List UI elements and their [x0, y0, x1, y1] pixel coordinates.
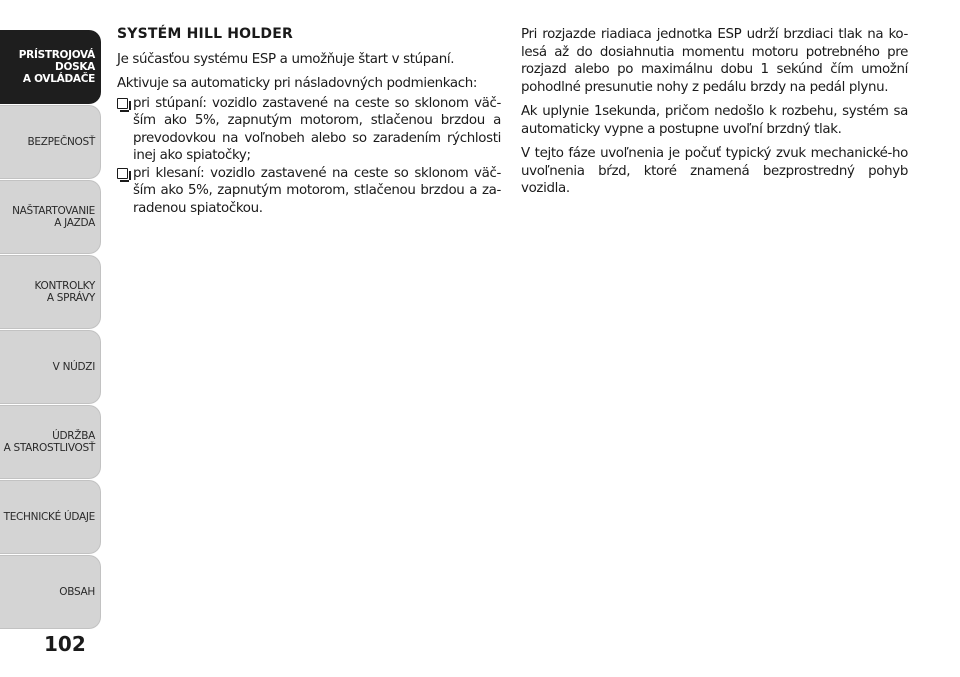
checkbox-bullet-icon [117, 168, 128, 179]
paragraph: Pri rozjazde riadiaca jednotka ESP udrží brzdiaci tlak na ko-lesá až do dosiahnutia momentu motoru potrebného pre rozjazd alebo po maximálnu dobu 1 sekúnd čím umožní pohodlné presunutie nohy z pedálu brzdy na pedál plynu. [521, 27, 908, 95]
list-item [117, 165, 501, 218]
conditions-list [117, 95, 501, 218]
paragraph: V tejto fáze uvoľnenia je počuť typický zvuk mechanické-ho uvoľnenia bŕzd, ktoré znamená bezprostredný pohyb vozidla. [521, 146, 908, 196]
tab-pristrojova-doska[interactable]: PRÍSTROJOVÁ DOSKA A OVLÁDAČE [0, 30, 101, 104]
intro-paragraph: Je súčasťou systému ESP a umožňuje štart v stúpaní. [117, 51, 455, 67]
list-item-text: pri stúpaní: vozidlo zastavené na ceste so sklonom väč-ším ako 5%, zapnutým motorom, stlačenou brzdou a prevodovkou na voľnobeh alebo so zaradením rýchlosti inej ako spiatočky; [133, 95, 501, 163]
right-column [521, 26, 908, 205]
tab-v-nudzi[interactable]: V NÚDZI [0, 330, 101, 404]
list-item [117, 95, 501, 165]
tab-bezpecnost[interactable]: BEZPEČNOSŤ [0, 105, 101, 179]
page-number: 102 [44, 632, 86, 656]
checkbox-bullet-icon [117, 98, 128, 109]
tab-nastartovanie-a-jazda[interactable]: NAŠTARTOVANIE A JAZDA [0, 180, 101, 254]
tab-technicke-udaje[interactable]: TECHNICKÉ ÚDAJE [0, 480, 101, 554]
conditions-intro: Aktivuje sa automaticky pri násladovných podmienkach: [117, 76, 478, 91]
section-heading: SYSTÉM HILL HOLDER [117, 26, 293, 42]
tab-obsah[interactable]: OBSAH [0, 555, 101, 629]
tab-kontrolky-a-spravy[interactable]: KONTROLKY A SPRÁVY [0, 255, 101, 329]
left-column [117, 26, 501, 217]
tab-udrzba-a-starostlivost[interactable]: ÚDRŽBA A STAROSTLIVOSŤ [0, 405, 101, 479]
paragraph: Ak uplynie 1sekunda, pričom nedošlo k rozbehu, systém sa automaticky vypne a postupne uvoľní brzdný tlak. [521, 104, 908, 137]
list-item-text: pri klesaní: vozidlo zastavené na ceste so sklonom väč-ším ako 5%, zapnutým motorom, stlačenou brzdou a za-radenou spiatočkou. [133, 165, 501, 216]
